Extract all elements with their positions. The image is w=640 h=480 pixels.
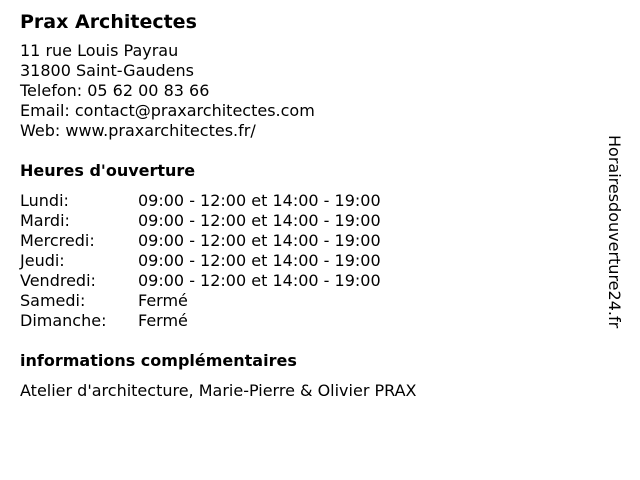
day-hours: Fermé	[138, 311, 188, 330]
day-hours: 09:00 - 12:00 et 14:00 - 19:00	[138, 251, 381, 270]
email-address[interactable]: Email: contact@praxarchitectes.com	[20, 101, 315, 120]
day-hours: 09:00 - 12:00 et 14:00 - 19:00	[138, 211, 381, 230]
day-label: Mercredi:	[20, 231, 95, 250]
day-hours: 09:00 - 12:00 et 14:00 - 19:00	[138, 231, 381, 250]
hours-row-wednesday	[20, 231, 381, 251]
phone-number[interactable]: Telefon: 05 62 00 83 66	[20, 81, 210, 100]
website-link[interactable]: Web: www.praxarchitectes.fr/	[20, 121, 256, 140]
opening-hours-heading: Heures d'ouverture	[20, 161, 196, 180]
hours-row-thursday	[20, 251, 381, 271]
address-city: 31800 Saint-Gaudens	[20, 61, 194, 80]
day-label: Mardi:	[20, 211, 70, 230]
day-label: Jeudi:	[20, 251, 65, 270]
day-label: Lundi:	[20, 191, 69, 210]
additional-info-text: Atelier d'architecture, Marie-Pierre & Olivier PRAX	[20, 381, 417, 400]
hours-row-saturday	[20, 291, 381, 311]
hours-row-monday	[20, 191, 381, 211]
additional-info-heading: informations complémentaires	[20, 351, 297, 370]
hours-row-sunday	[20, 311, 381, 331]
day-hours: 09:00 - 12:00 et 14:00 - 19:00	[138, 271, 381, 290]
address-street: 11 rue Louis Payrau	[20, 41, 179, 60]
business-card	[20, 10, 600, 401]
day-hours: 09:00 - 12:00 et 14:00 - 19:00	[138, 191, 381, 210]
hours-row-tuesday	[20, 211, 381, 231]
day-hours: Fermé	[138, 291, 188, 310]
day-label: Samedi:	[20, 291, 86, 310]
business-name: Prax Architectes	[20, 11, 197, 33]
opening-hours-table	[20, 191, 381, 331]
day-label: Dimanche:	[20, 311, 107, 330]
source-watermark: Horairesdouverture24.fr	[605, 135, 624, 329]
hours-row-friday	[20, 271, 381, 291]
day-label: Vendredi:	[20, 271, 96, 290]
